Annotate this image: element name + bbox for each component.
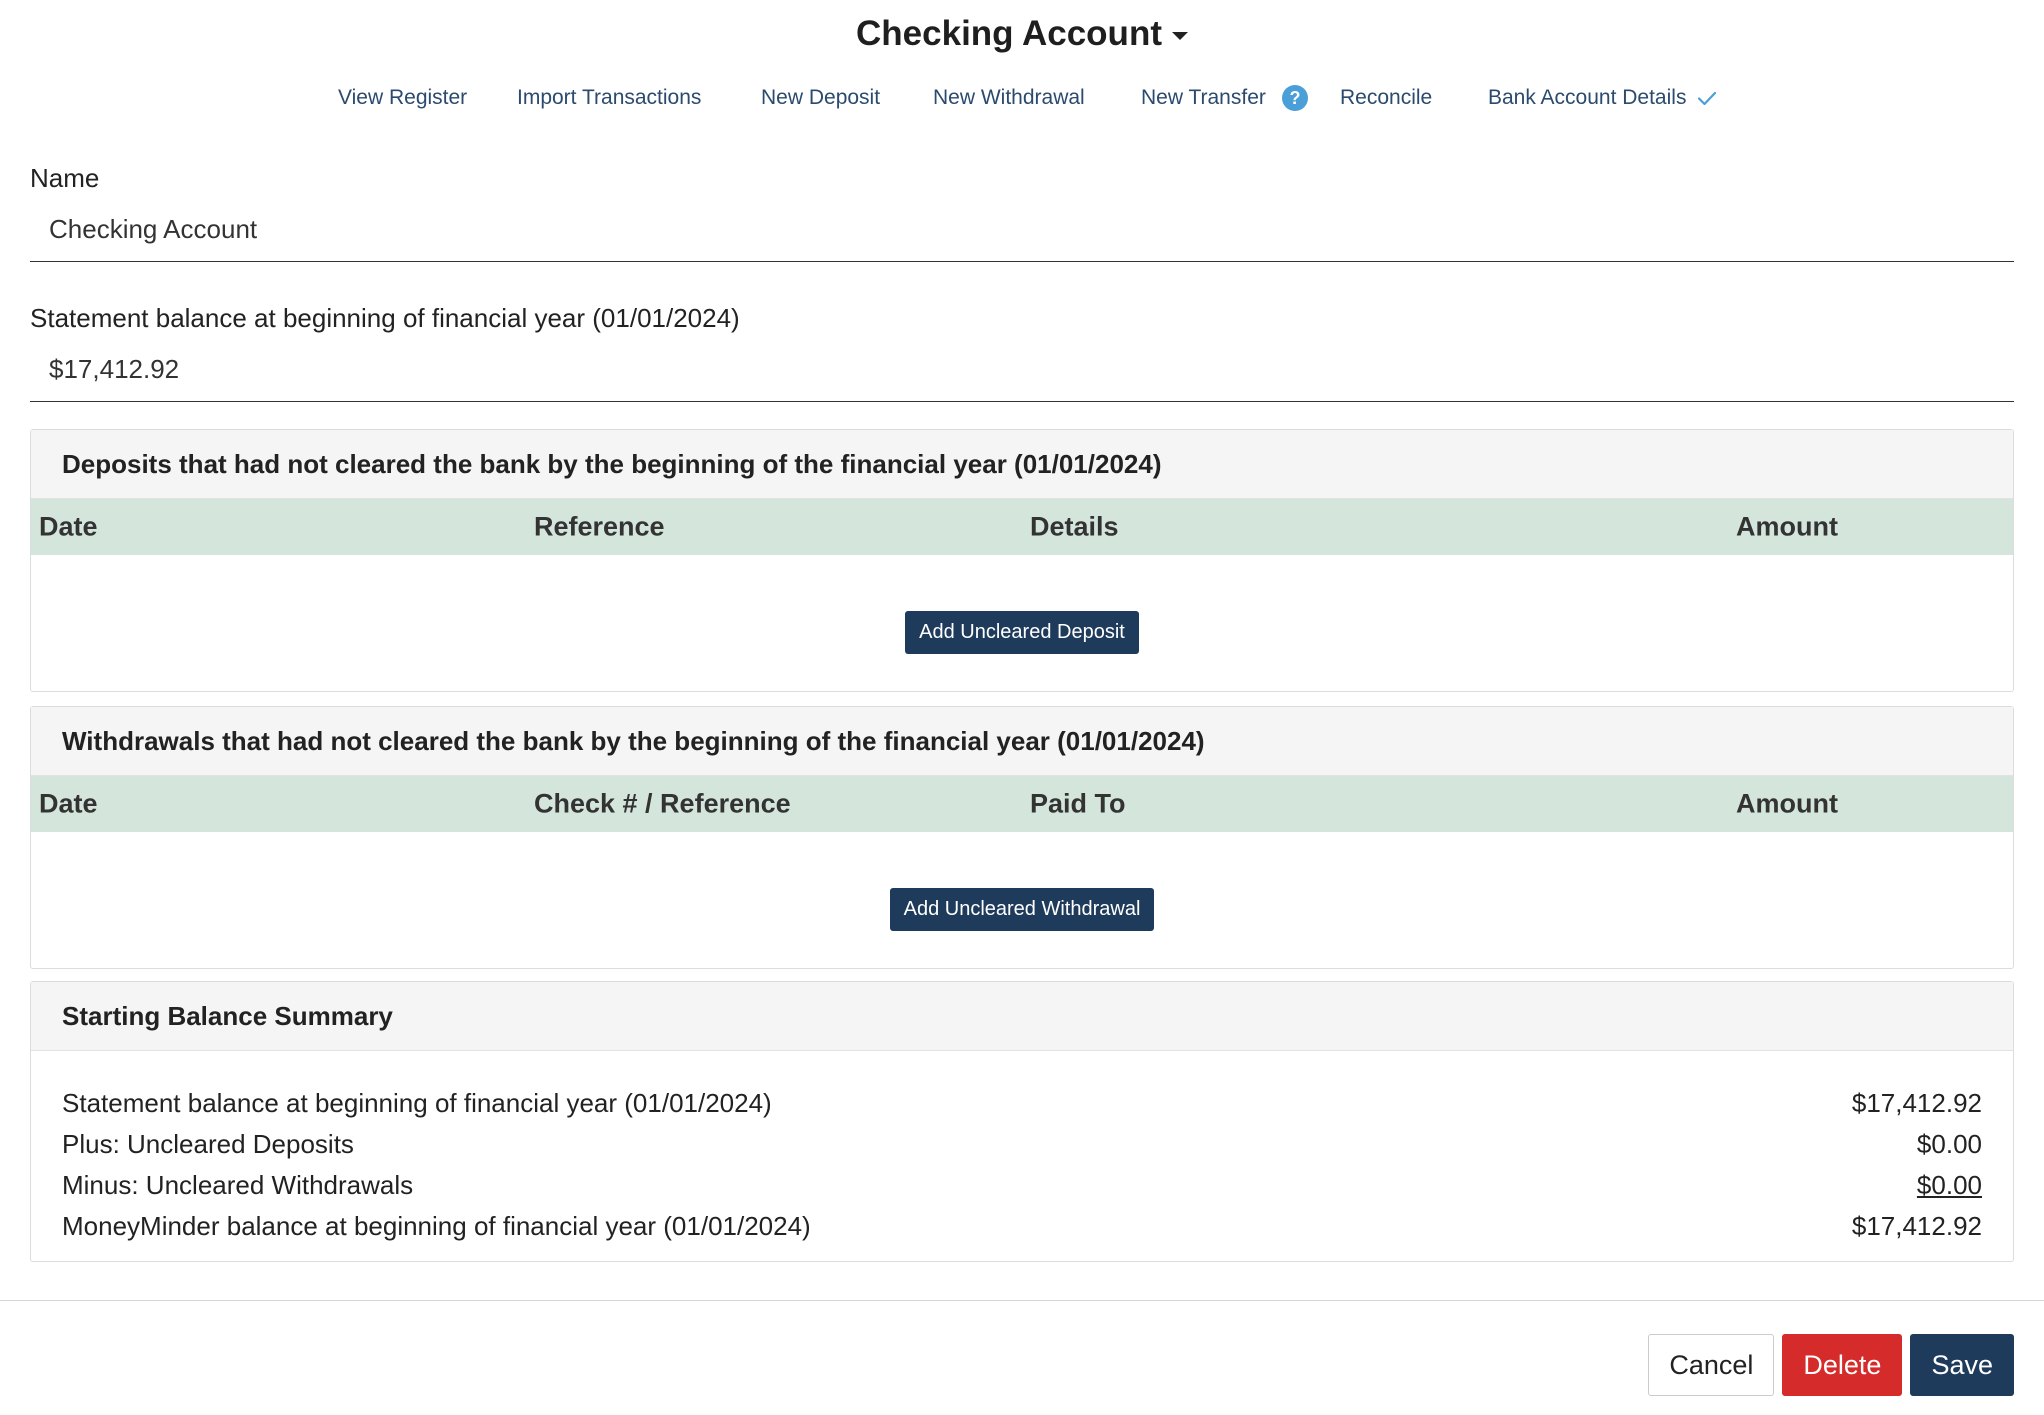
summary-value: $0.00 <box>1916 1129 1982 1159</box>
nav-reconcile[interactable]: Reconcile <box>1340 86 1433 109</box>
help-circle-icon[interactable]: ? <box>1282 85 1308 111</box>
column-reference: Reference <box>534 511 665 542</box>
delete-button[interactable]: Delete <box>1782 1334 1902 1396</box>
footer-actions <box>0 1300 2044 1415</box>
summary-label: Statement balance at beginning of financial year (01/01/2024) <box>62 1088 772 1118</box>
summary-row-uncleared-withdrawals <box>62 1165 1982 1206</box>
nav-new-transfer[interactable]: New Transfer <box>1141 86 1266 109</box>
withdrawals-table-body <box>31 832 2013 968</box>
balance-label: Statement balance at beginning of financial year (01/01/2024) <box>30 303 740 333</box>
account-selector[interactable] <box>856 14 1188 54</box>
cancel-button[interactable]: Cancel <box>1648 1334 1774 1396</box>
column-date: Date <box>39 511 98 542</box>
summary-row-moneyminder-balance <box>62 1206 1982 1247</box>
column-details: Details <box>1030 511 1119 542</box>
uncleared-deposits-heading: Deposits that had not cleared the bank by the beginning of the financial year (01/01/2024) <box>31 430 2013 499</box>
nav-bank-account-details[interactable]: Bank Account Details <box>1488 86 1687 109</box>
summary-row-uncleared-deposits <box>62 1124 1982 1165</box>
nav-new-deposit[interactable]: New Deposit <box>761 86 881 109</box>
withdrawals-table-header <box>31 776 2013 832</box>
summary-row-statement-balance <box>62 1083 1982 1124</box>
deposits-table-header <box>31 499 2013 555</box>
save-button[interactable]: Save <box>1910 1334 2014 1396</box>
name-label: Name <box>30 163 100 193</box>
column-amount: Amount <box>1736 788 1838 819</box>
nav-import-transactions[interactable]: Import Transactions <box>517 86 702 109</box>
column-check-reference: Check # / Reference <box>534 788 791 819</box>
column-amount: Amount <box>1736 511 1838 542</box>
summary-value: $17,412.92 <box>1851 1088 1982 1118</box>
starting-balance-summary-panel <box>30 981 2014 1262</box>
checkmark-icon <box>1695 86 1719 110</box>
column-paid-to: Paid To <box>1030 788 1126 819</box>
nav-view-register[interactable]: View Register <box>338 86 468 109</box>
add-uncleared-withdrawal-button[interactable]: Add Uncleared Withdrawal <box>890 888 1155 931</box>
uncleared-withdrawals-panel <box>30 706 2014 969</box>
column-date: Date <box>39 788 98 819</box>
account-nav <box>0 82 2044 118</box>
balance-input[interactable] <box>30 336 2014 402</box>
page-title: Checking Account <box>856 14 1162 53</box>
page-header <box>0 0 2044 54</box>
summary-body <box>31 1051 2013 1261</box>
summary-label: Plus: Uncleared Deposits <box>62 1129 354 1159</box>
uncleared-withdrawals-heading: Withdrawals that had not cleared the bank by the beginning of the financial year (01/01/2024) <box>31 707 2013 776</box>
summary-value: $0.00 <box>1916 1170 1982 1200</box>
balance-field-group <box>30 300 2014 402</box>
uncleared-deposits-panel <box>30 429 2014 692</box>
footer-button-group <box>1648 1334 2014 1396</box>
name-input[interactable] <box>30 196 2014 262</box>
summary-label: Minus: Uncleared Withdrawals <box>62 1170 414 1200</box>
add-uncleared-deposit-button[interactable]: Add Uncleared Deposit <box>905 611 1139 654</box>
account-details-form <box>30 160 2014 1262</box>
nav-new-withdrawal[interactable]: New Withdrawal <box>933 86 1085 109</box>
caret-down-icon <box>1172 32 1188 40</box>
deposits-table-body <box>31 555 2013 691</box>
summary-label: MoneyMinder balance at beginning of financial year (01/01/2024) <box>62 1211 811 1241</box>
summary-value: $17,412.92 <box>1851 1211 1982 1241</box>
starting-balance-summary-heading: Starting Balance Summary <box>31 982 2013 1051</box>
name-field-group <box>30 160 2014 262</box>
